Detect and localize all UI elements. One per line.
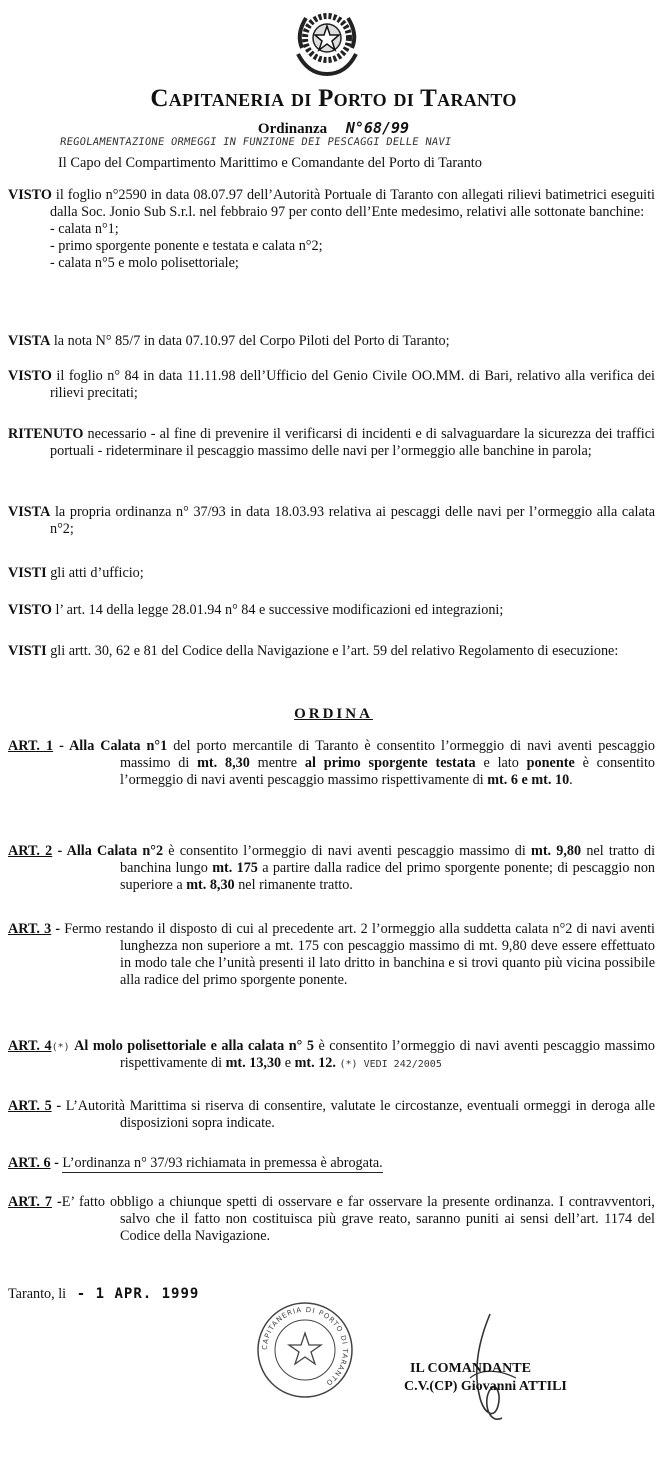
list-item: - primo sporgente ponente e testata e calata n°2; <box>50 238 323 255</box>
preamble-vista-1: VISTA la nota N° 85/7 in data 07.10.97 del Corpo Piloti del Porto di Taranto; <box>8 333 450 349</box>
ordinanza-label: Ordinanza <box>257 121 328 137</box>
preamble-visti-1: VISTI gli atti d’ufficio; <box>8 565 144 581</box>
preamble-ritenuto: RITENUTO necessario - al fine di prevenire il verificarsi di incidenti e di salvaguardare la sicurezza dei traffici portuali - rideterminare il pescaggio massimo delle navi per l’ormeggio alle banchine in parola; <box>8 426 655 460</box>
article-3: ART. 3 - Fermo restando il disposto di cui al precedente art. 2 l’ormeggio alla suddetta calata n°2 di navi aventi lunghezza non superiore a mt. 175 con pescaggio massimo di mt. 9,80 deve essere effettuato in modo tale che l’unità presenti il lato dritto in banchina e si trovi quanto più vicina possibile alla radice del primo sporgente ponente. <box>8 921 655 989</box>
official-seal-icon <box>255 1300 355 1400</box>
republic-emblem-icon <box>288 4 366 78</box>
ordina-heading: ORDINA <box>294 706 373 722</box>
signatory-name: C.V.(CP) Giovanni ATTILI <box>404 1378 567 1394</box>
svg-text:CAPITANERIA DI PORTO DI TARANT <box>261 1306 349 1387</box>
place-label: Taranto, li <box>8 1286 67 1302</box>
article-4: ART. 4(*) Al molo polisettoriale e alla calata n° 5 è consentito l’ormeggio di navi aventi pescaggio massimo rispettivamente di mt. 13,30 e mt. 12. (*) VEDI 242/2005 <box>8 1038 655 1072</box>
quay-list <box>8 221 655 272</box>
preamble-visto-1: VISTO il foglio n°2590 in data 08.07.97 dell’Autorità Portuale di Taranto con allegati rilievi batimetrici eseguiti dalla Soc. Jonio Sub S.r.l. nel febbraio 97 per conto dell’Ente medesimo, relativi alle sottonate banchine: - calata n°1; - primo sporgente ponente e testata e calata n°2; - calata n°5 e molo polisettoriale; <box>8 187 655 272</box>
signatory-title: IL COMANDANTE <box>410 1361 531 1376</box>
preamble-visti-2: VISTI gli artt. 30, 62 e 81 del Codice della Navigazione e l’art. 59 del relativo Regolamento di esecuzione: <box>8 643 619 659</box>
article-6: ART. 6 - L’ordinanza n° 37/93 richiamata in premessa è abrogata. <box>8 1155 383 1171</box>
list-item: - calata n°5 e molo polisettoriale; <box>50 255 239 272</box>
ordinanza-number: N°68/99 <box>345 119 410 137</box>
preamble-vista-2: VISTA la propria ordinanza n° 37/93 in data 18.03.93 relativa ai pescaggi delle navi per l’ormeggio alla calata n°2; <box>8 504 655 538</box>
issuer-line: Il Capo del Compartimento Marittimo e Comandante del Porto di Taranto <box>58 155 482 171</box>
signature-block <box>404 1360 567 1395</box>
preamble-visto-3: VISTO l’ art. 14 della legge 28.01.94 n° 84 e successive modificazioni ed integrazioni; <box>8 602 504 618</box>
date-stamp: - 1 APR. 1999 <box>76 1286 200 1302</box>
article-1: ART. 1 - Alla Calata n°1 del porto mercantile di Taranto è consentito l’ormeggio di navi aventi pescaggio massimo di mt. 8,30 mentre al primo sporgente testata e lato ponente è consentito l’ormeggio di navi aventi pescaggio massimo rispettivamente di mt. 6 e mt. 10. <box>8 738 655 789</box>
preamble-visto-2: VISTO il foglio n° 84 in data 11.11.98 dell’Ufficio del Genio Civile OO.MM. di Bari, relativo alla verifica dei rilievi precitati; <box>8 368 655 402</box>
article-7: ART. 7 -E’ fatto obbligo a chiunque spetti di osservare e far osservare la presente ordinanza. I contravventori, salvo che il fatto non costituisca più grave reato, saranno puniti ai sensi dell’art. 1174 del Codice della Navigazione. <box>8 1194 655 1245</box>
document-title: Capitaneria di Porto di Taranto <box>150 85 517 112</box>
article-5: ART. 5 - L’Autorità Marittima si riserva di consentire, valutate le circostanze, eventuali ormeggi in deroga alle disposizioni sopra indicate. <box>8 1098 655 1132</box>
handwritten-reference: (*) VEDI 242/2005 <box>339 1059 442 1071</box>
handwritten-note: REGOLAMENTAZIONE ORMEGGI IN FUNZIONE DEI PESCAGGI DELLE NAVI <box>59 136 453 148</box>
date-line <box>8 1286 199 1303</box>
article-2: ART. 2 - Alla Calata n°2 è consentito l’ormeggio di navi aventi pescaggio massimo di mt. 9,80 nel tratto di banchina lungo mt. 175 a partire dalla radice del primo sporgente ponente; di pescaggio non superiore a mt. 8,30 nel rimanente tratto. <box>8 843 656 894</box>
list-item: - calata n°1; <box>50 221 119 238</box>
seal-text: CAPITANERIA DI PORTO DI TARANTO <box>260 1305 350 1388</box>
